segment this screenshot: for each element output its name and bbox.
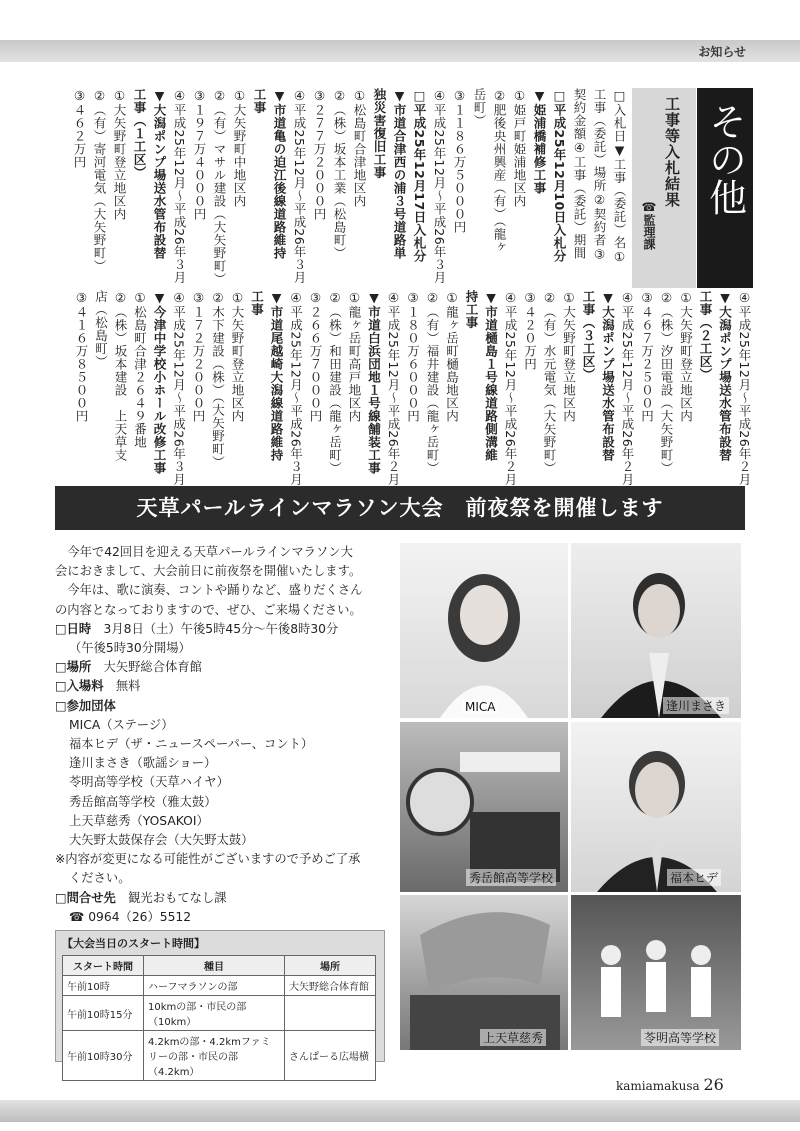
bid-detail: ②（株）坂本建設 上天草支	[113, 290, 128, 462]
bid-heading: ▼大潟ポンプ場送水管布設替	[600, 290, 616, 462]
bid-detail: ④平成25年12月〜平成26年３月	[172, 88, 187, 285]
venue-row	[55, 658, 397, 677]
table-cell: 午前10時15分	[63, 996, 144, 1031]
section-title: その他	[697, 88, 753, 288]
datetime-value: 3月8日（土）午後5時45分〜午後8時30分	[103, 621, 339, 636]
notice-cont: ください。	[69, 871, 131, 886]
bid-detail: ②肥後央州興産（有）（龍ヶ	[492, 88, 507, 254]
photo-mica	[400, 543, 568, 718]
photo-caption: MICA	[462, 700, 498, 714]
bid-detail: ②（株）坂本工業（松島町）	[332, 88, 347, 260]
schedule-header: 場所	[285, 956, 376, 976]
bid-detail: ②（有）マサル建設（大矢野町）	[212, 88, 227, 286]
header-bar	[0, 40, 800, 62]
table-row	[63, 1031, 376, 1081]
groups-label: □参加団体	[55, 698, 116, 713]
page-footer	[616, 1075, 724, 1094]
bid-detail: ②（株）汐田電設（大矢野町）	[659, 290, 674, 475]
photo-caption: 逢川まさき	[663, 697, 729, 714]
intro-line: 会におきまして、大会前日に前夜祭を開催いたします。	[55, 564, 362, 579]
bid-detail: ①大矢野町登立地区内	[678, 290, 694, 423]
bid-heading: 工事（２工区）	[698, 290, 713, 381]
notice: ※内容が変更になる可能性がございますので予めご了承	[55, 852, 361, 867]
bid-detail: ①姫戸町姫浦地区内	[512, 88, 527, 208]
photo-jishu	[400, 895, 568, 1050]
table-cell: 10kmの部・市民の部（10km）	[144, 996, 285, 1031]
footer-bar	[0, 1100, 800, 1122]
subheading: 工事等入札結果	[663, 96, 681, 208]
datetime-note: （午後5時30分開場）	[69, 641, 191, 656]
bid-detail: ④平成25年12月〜平成26年２月	[620, 290, 635, 487]
schedule-table	[62, 955, 376, 1081]
bid-heading: ▼姫浦橋補修工事	[532, 88, 547, 195]
bid-detail: ③２６６万７０００円	[308, 290, 323, 423]
bid-heading: ▼大潟ポンプ場送水管布設替	[717, 290, 733, 462]
bid-detail: ①松島町合津２６４９番地	[132, 290, 148, 449]
table-cell: 午前10時30分	[63, 1031, 144, 1081]
bid-detail: ④平成25年12月〜平成26年３月	[288, 290, 304, 487]
schedule-title: 【大会当日のスタート時間】	[62, 937, 205, 950]
bid-heading: 独災害復旧工事	[372, 88, 387, 179]
photo-reimei	[571, 895, 741, 1050]
bid-detail: ①龍ヶ岳町樋島地区内	[444, 290, 460, 423]
fee-value: 無料	[115, 679, 141, 694]
flag-icon	[400, 895, 568, 1050]
bid-heading: ▼市道合津西の浦３号道路単	[392, 88, 407, 260]
bid-detail: 工事（委託）場所②契約者③	[592, 88, 607, 262]
photo-caption: 福本ヒデ	[667, 869, 721, 886]
intro-line: 今年は、歌に演奏、コントや踊りなど、盛りだくさん	[55, 583, 363, 598]
photo-aikawa	[571, 543, 741, 718]
bid-detail: ③１１８６万５０００円	[452, 88, 467, 234]
bid-heading: ▼市道尾越崎大潟線道路維持	[269, 290, 284, 462]
bid-heading: ▼市道樋島１号線道路側溝維	[483, 290, 499, 462]
bid-detail: ①大矢野町登立地区内	[561, 290, 577, 423]
bid-detail: ①大矢野町中地区内	[232, 88, 247, 208]
bid-detail: ③１９７万４０００円	[192, 88, 207, 221]
contact-value: 観光おもてなし課	[128, 890, 227, 905]
event-banner: 天草パールラインマラソン大会 前夜祭を開催します	[55, 486, 745, 530]
event-body	[55, 543, 397, 927]
photo-caption: 苓明高等学校	[641, 1029, 719, 1046]
bid-heading: ▼市道亀の迫江後線道路維持	[272, 88, 287, 260]
table-cell: 大矢野総合体育館	[285, 976, 376, 996]
group-item: 福本ヒデ（ザ・ニュースペーパー、コント）	[69, 737, 314, 752]
bid-heading: 工事	[249, 290, 265, 316]
bid-detail: ④平成25年12月〜平成26年２月	[386, 290, 401, 487]
bid-detail: ③２７７万２０００円	[312, 88, 327, 221]
contact-label: □問合せ先	[55, 890, 116, 905]
bid-detail: ①大矢野町登立地区内	[230, 290, 245, 423]
bid-detail: ③４２０万円	[522, 290, 538, 371]
group-item: 上天草慈秀（YOSAKOI）	[69, 813, 209, 828]
group-item: 秀岳館高等学校（雅太鼓）	[69, 794, 217, 809]
table-row	[63, 996, 376, 1031]
datetime-row	[55, 620, 397, 639]
table-row	[63, 976, 376, 996]
bid-detail: ③４６７万２５００円	[639, 290, 655, 423]
bid-detail: 契約金額④工事（委託）期間	[572, 88, 587, 260]
bid-heading: □平成25年12月17日入札分	[412, 88, 427, 263]
bid-detail: ①大矢野町登立地区内	[112, 88, 127, 221]
photo-fukumoto	[571, 722, 741, 892]
group-item: 大矢野太鼓保存会（大矢野太鼓）	[69, 833, 254, 848]
bid-detail: ②（有）寄河電気（大矢野町）	[92, 88, 107, 273]
bid-detail: ②（有）水元電気（大矢野町）	[542, 290, 557, 475]
bid-heading: ▼今津中学校小ホール改修工事	[152, 290, 167, 475]
intro-line: の内容となっておりますので、ぜひ、ご来場ください。	[55, 602, 362, 617]
table-cell	[285, 996, 376, 1031]
bid-detail: 岳町）	[472, 88, 487, 127]
bid-heading: ▼市道白浜団地１号線舗装工事	[366, 290, 382, 475]
portrait-icon	[400, 543, 568, 718]
bid-detail: ①松島町合津地区内	[352, 88, 367, 208]
venue-label: □場所	[55, 660, 92, 675]
bid-detail: ④平成25年12月〜平成26年２月	[503, 290, 518, 487]
bid-detail: 店（松島町）	[93, 290, 109, 368]
schedule-header: 種目	[144, 956, 285, 976]
bid-detail: ④平成25年12月〜平成26年３月	[432, 88, 447, 285]
phone-number: ☎ 0964（26）5512	[69, 909, 192, 924]
group-item: 苓明高等学校（天草ハイヤ）	[69, 775, 229, 790]
department-label: ☎監理課	[642, 200, 656, 250]
bid-detail: ④平成25年12月〜平成26年２月	[737, 290, 752, 487]
bid-heading: □平成25年12月10日入札分	[552, 88, 567, 263]
bid-detail: ③１８０万６０００円	[405, 290, 421, 423]
table-cell: 午前10時	[63, 976, 144, 996]
schedule-header: スタート時間	[63, 956, 144, 976]
photo-caption: 上天草慈秀	[480, 1029, 546, 1046]
bid-detail: □入札日▼工事（委託）名①	[612, 88, 627, 265]
fee-row	[55, 677, 397, 696]
dancers-icon	[571, 895, 741, 1050]
bid-detail: ③４１６万８５００円	[74, 290, 89, 423]
group-item: 逢川まさき（歌謡ショー）	[69, 756, 217, 771]
table-cell: さんぱーる広場横	[285, 1031, 376, 1081]
bid-detail: ④平成25年12月〜平成26年３月	[171, 290, 187, 487]
bid-detail: ①龍ヶ岳町高戸地区内	[347, 290, 362, 423]
section-label: お知らせ	[698, 45, 746, 59]
portrait-icon	[571, 543, 741, 718]
page-number: 26	[703, 1075, 724, 1094]
photo-shugakukan	[400, 722, 568, 892]
site-name: kamiamakusa	[616, 1079, 700, 1093]
bid-heading: 工事（３工区）	[581, 290, 596, 381]
venue-value: 大矢野総合体育館	[103, 660, 202, 675]
bid-heading: 工事	[252, 88, 267, 114]
schedule-box	[55, 930, 385, 1078]
contact-row	[55, 889, 397, 908]
bid-detail: ②（有）福井建設（龍ヶ岳町）	[425, 290, 440, 475]
bid-detail: ②木下建設（株）（大矢野町）	[210, 290, 226, 469]
bid-heading: 工事（１工区）	[132, 88, 147, 179]
intro-line: 今年で42回目を迎える天草パールラインマラソン大	[55, 545, 353, 559]
bid-detail: ③４６２万円	[72, 88, 87, 169]
taiko-drum-icon	[400, 722, 568, 892]
fee-label: □入場料	[55, 679, 104, 694]
datetime-label: □日時	[55, 621, 92, 636]
portrait-icon	[571, 722, 741, 892]
bid-detail: ③１７２万２０００円	[191, 290, 206, 423]
table-cell: 4.2kmの部・4.2kmファミリーの部・市民の部（4.2km）	[144, 1031, 285, 1081]
photo-caption: 秀岳館高等学校	[466, 869, 556, 886]
bid-detail: ②（株）和田建設（龍ヶ岳町）	[327, 290, 343, 475]
bid-detail: ④平成25年12月〜平成26年３月	[292, 88, 307, 285]
bid-heading: ▼大潟ポンプ場送水管布設替	[152, 88, 167, 260]
table-cell: ハーフマラソンの部	[144, 976, 285, 996]
bid-heading: 持工事	[464, 290, 479, 329]
group-item: MICA（ステージ）	[69, 717, 174, 732]
